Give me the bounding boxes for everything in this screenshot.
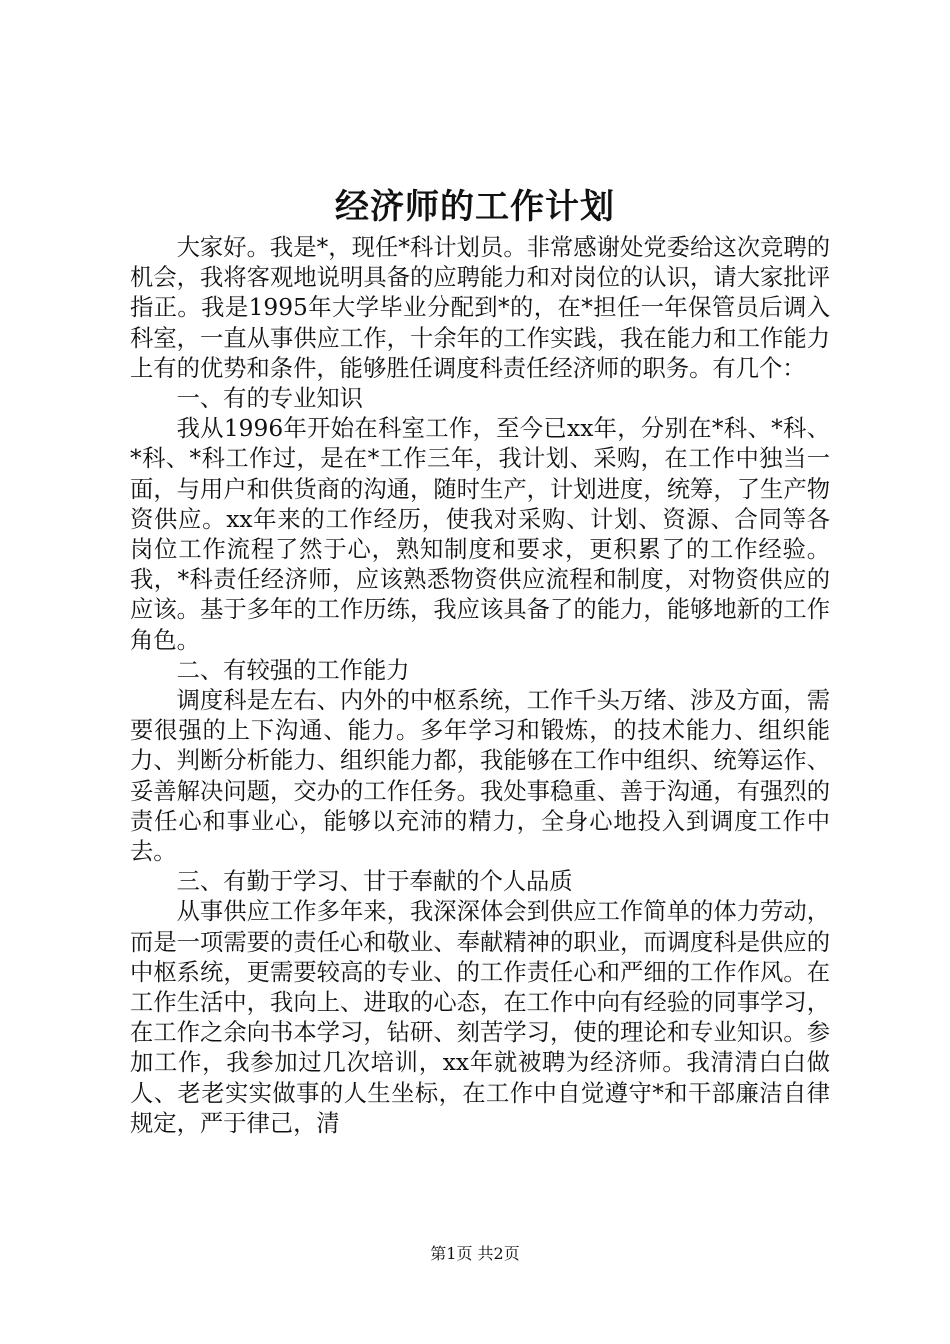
section-heading-3: 三、有勤于学习、甘于奉献的个人品质 xyxy=(176,868,573,896)
document-body xyxy=(130,233,830,1139)
paragraph-section-1: 我从1996年开始在科室工作，至今已xx年，分别在*科、*科、*科、*科工作过，是在*工作三年，我计划、采购，在工作中独当一面，与用户和供货商的沟通，随时生产，计划进度，统筹，了生产物资供应。xx年来的工作经历，使我对采购、计划、资源、合同等各岗位工作流程了然于心，熟知制度和要求，更积累了的工作经验。我，*科责任经济师，应该熟悉物资供应流程和制度，对物资供应的应该。基于多年的工作历练，我应该具备了的能力，能够地新的工作角色。 xyxy=(130,415,830,654)
paragraph-intro: 大家好。我是*，现任*科计划员。非常感谢处党委给这次竞聘的机会，我将客观地说明具备的应聘能力和对岗位的认识，请大家批评指正。我是1995年大学毕业分配到*的，在*担任一年保管员后调入科室，一直从事供应工作，十余年的工作实践，我在能力和工作能力上有的优势和条件，能够胜任调度科责任经济师的职务。有几个： xyxy=(130,234,830,382)
section-heading-1: 一、有的专业知识 xyxy=(176,385,363,413)
section-heading-2: 二、有较强的工作能力 xyxy=(176,656,410,684)
document-title: 经济师的工作计划 xyxy=(335,187,615,227)
paragraph-section-3: 从事供应工作多年来，我深深体会到供应工作简单的体力劳动，而是一项需要的责任心和敬业、奉献精神的职业，而调度科是供应的中枢系统，更需要较高的专业、的工作责任心和严细的工作作风。在工作生活中，我向上、进取的心态，在工作中向有经验的同事学习，在工作之余向书本学习，钻研、刻苦学习，使的理论和专业知识。参加工作，我参加过几次培训，xx年就被聘为经济师。我清清白白做人、老老实实做事的人生坐标，在工作中自觉遵守*和干部廉洁自律规定，严于律己，清 xyxy=(130,898,830,1137)
page-number-footer: 第1页 共2页 xyxy=(430,1244,520,1263)
paragraph-section-2: 调度科是左右、内外的中枢系统，工作千头万绪、涉及方面，需要很强的上下沟通、能力。多年学习和锻炼，的技术能力、组织能力、判断分析能力、组织能力都，我能够在工作中组织、统筹运作、妥善解决问题，交办的工作任务。我处事稳重、善于沟通，有强烈的责任心和事业心，能够以充沛的精力，全身心地投入到调度工作中去。 xyxy=(130,687,830,866)
